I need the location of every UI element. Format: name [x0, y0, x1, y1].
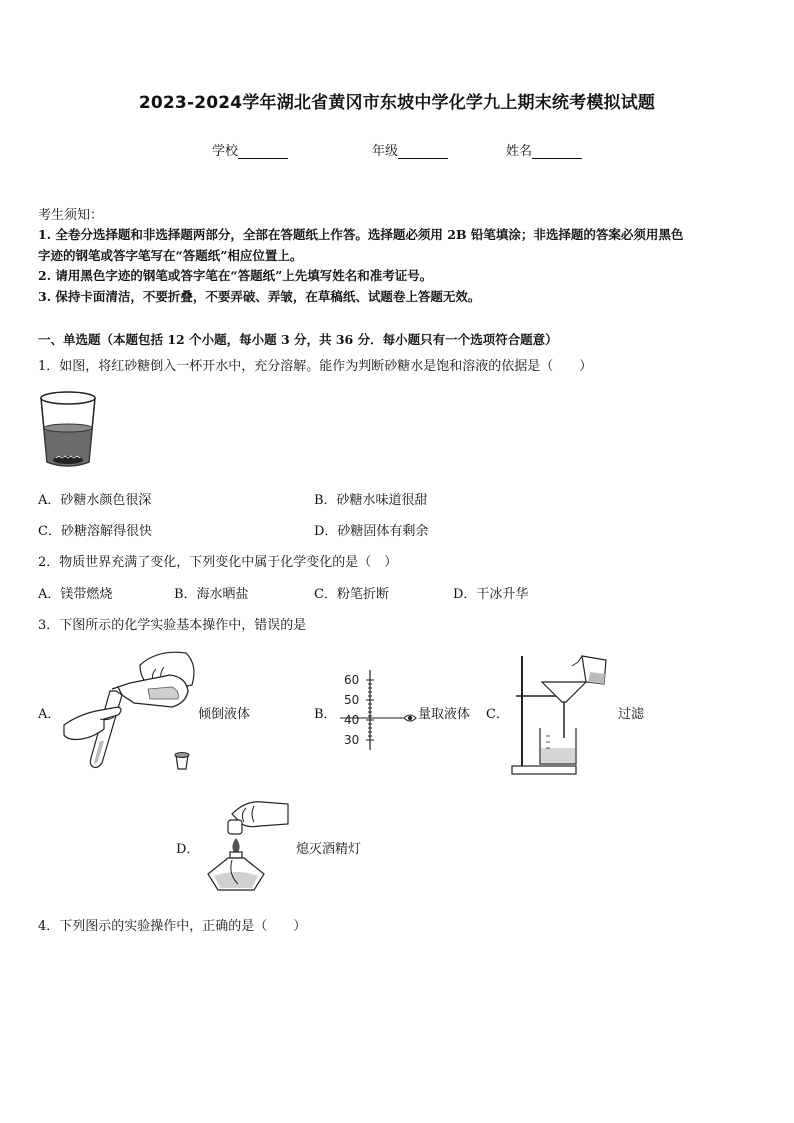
name-blank [532, 144, 582, 159]
q3-option-a-letter[interactable]: A． [38, 707, 61, 722]
q3-option-b-caption: 量取液体 [418, 707, 471, 722]
school-field [212, 140, 288, 159]
q3-option-d-caption: 熄灭酒精灯 [296, 842, 362, 857]
q3-option-c-caption: 过滤 [618, 707, 645, 722]
grade-label: 年级 [372, 144, 399, 159]
notice-heading: 考生须知： [38, 208, 104, 223]
q3-option-c-letter[interactable]: C． [486, 707, 509, 722]
q3-option-a-caption: 倾倒液体 [198, 707, 251, 722]
q2-option-c[interactable]: C．粉笔折断 [314, 587, 389, 602]
q2-stem: 2．物质世界充满了变化，下列变化中属于化学变化的是（ ） [38, 555, 398, 570]
grade-field [372, 140, 448, 159]
tick-30: 30 [344, 733, 360, 747]
q3-stem: 3．下图所示的化学实验基本操作中，错误的是 [38, 618, 307, 633]
alcohol-lamp-figure [202, 798, 294, 894]
tick-50: 50 [344, 693, 360, 707]
filtration-figure [510, 652, 620, 778]
q1-option-c[interactable]: C．砂糖溶解得很快 [38, 524, 152, 539]
section-heading: 一、单选题（本题包括 12 个小题，每小题 3 分，共 36 分．每小题只有一个选项符合题意） [38, 332, 558, 347]
q3-option-b-letter[interactable]: B． [314, 707, 337, 722]
q4-stem: 4．下列图示的实验操作中，正确的是（ ） [38, 919, 307, 934]
name-label: 姓名 [506, 144, 533, 159]
pouring-liquid-figure [60, 645, 200, 775]
notice-item-1-cont: 字迹的钢笔或答字笔写在“答题纸”相应位置上。 [38, 248, 303, 263]
name-field [506, 140, 582, 159]
q2-option-a[interactable]: A．镁带燃烧 [38, 587, 113, 602]
notice-item-3: 3. 保持卡面清洁，不要折叠，不要弄破、弄皱，在草稿纸、试题卷上答题无效。 [38, 289, 481, 304]
beaker-sugar-figure [38, 388, 100, 472]
q2-option-d[interactable]: D．干冰升华 [453, 587, 529, 602]
q1-option-a[interactable]: A．砂糖水颜色很深 [38, 493, 152, 508]
school-label: 学校 [212, 144, 239, 159]
q2-option-b[interactable]: B．海水晒盐 [174, 587, 249, 602]
tick-40: 40 [344, 713, 360, 727]
grade-blank [398, 144, 448, 159]
notice-item-2: 2. 请用黑色字迹的钢笔或答字笔在“答题纸”上先填写姓名和准考证号。 [38, 268, 433, 283]
school-blank [238, 144, 288, 159]
q1-stem: 1．如图，将红砂糖倒入一杯开水中，充分溶解。能作为判断砂糖水是饱和溶液的依据是（ ） [38, 359, 593, 374]
q1-option-b[interactable]: B．砂糖水味道很甜 [314, 493, 428, 508]
graduated-cylinder-figure [338, 668, 420, 752]
q1-option-d[interactable]: D．砂糖固体有剩余 [314, 524, 429, 539]
notice-item-1: 1. 全卷分选择题和非选择题两部分，全部在答题纸上作答。选择题必须用 2B 铅笔填涂；非选择题的答案必须用黑色 [38, 227, 684, 242]
tick-60: 60 [344, 673, 360, 687]
page-title: 2023-2024学年湖北省黄冈市东坡中学化学九上期末统考模拟试题 [138, 93, 656, 113]
q3-option-d-letter[interactable]: D． [176, 842, 200, 857]
